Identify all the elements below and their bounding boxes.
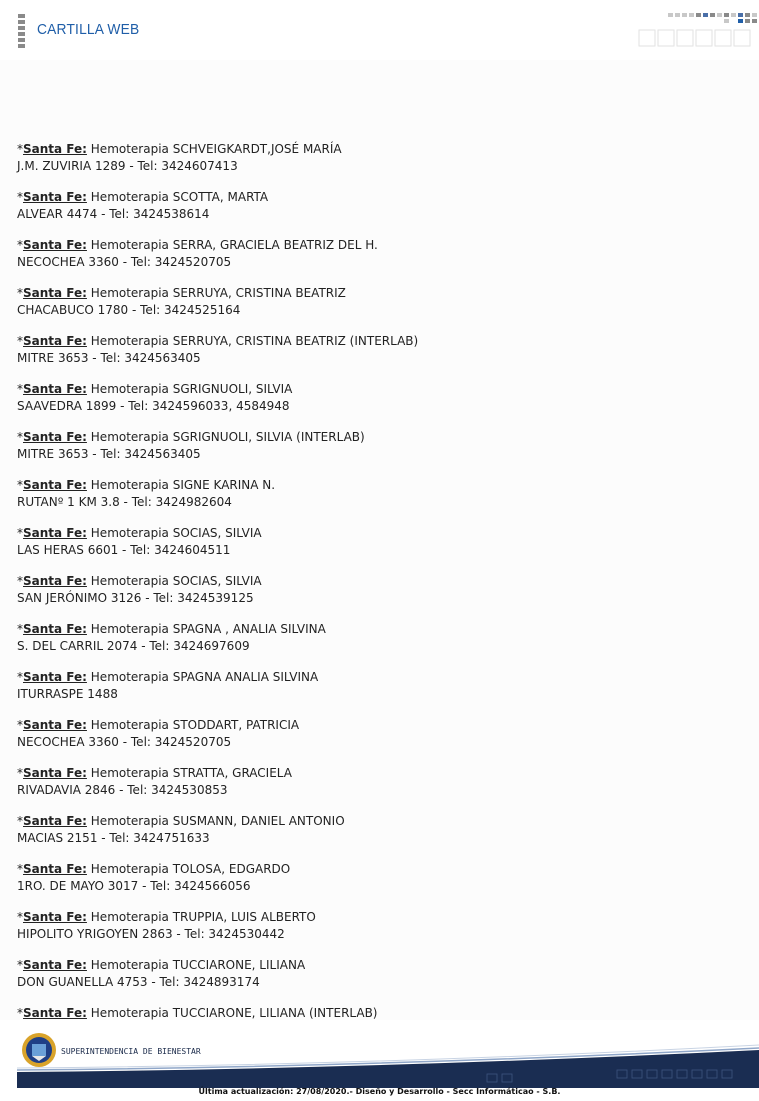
provider-name: Hemoterapia SERRUYA, CRISTINA BEATRIZ (INTERLAB)	[90, 334, 419, 348]
organization-name: SUPERINTENDENCIA DE BIENESTAR	[61, 1047, 201, 1056]
location-label: Santa Fe:	[23, 958, 87, 972]
provider-name: Hemoterapia SIGNE KARINA N.	[90, 478, 276, 492]
list-item: *Santa Fe: Hemoterapia SGRIGNUOLI, SILVIA (INTERLAB) MITRE 3653 - Tel: 3424563405	[17, 429, 737, 463]
provider-address: SAN JERÓNIMO 3126 - Tel: 3424539125	[17, 591, 254, 605]
list-item: *Santa Fe: Hemoterapia SOCIAS, SILVIA LAS HERAS 6601 - Tel: 3424604511	[17, 525, 737, 559]
location-label: Santa Fe:	[23, 478, 87, 492]
location-label: Santa Fe:	[23, 622, 87, 636]
provider-name: Hemoterapia TUCCIARONE, LILIANA (INTERLAB)	[90, 1006, 378, 1020]
provider-address: NECOCHEA 3360 - Tel: 3424520705	[17, 255, 232, 269]
provider-address: S. DEL CARRIL 2074 - Tel: 3424697609	[17, 639, 250, 653]
provider-address: HIPOLITO YRIGOYEN 2863 - Tel: 3424530442	[17, 927, 285, 941]
list-item: *Santa Fe: Hemoterapia STRATTA, GRACIELA RIVADAVIA 2846 - Tel: 3424530853	[17, 765, 737, 799]
location-label: Santa Fe:	[23, 1006, 87, 1020]
header-pattern-decoration	[638, 12, 758, 48]
list-item: *Santa Fe: Hemoterapia TOLOSA, EDGARDO 1RO. DE MAYO 3017 - Tel: 3424566056	[17, 861, 737, 895]
page-footer	[0, 1028, 759, 1101]
list-item: *Santa Fe: Hemoterapia SGRIGNUOLI, SILVIA SAAVEDRA 1899 - Tel: 3424596033, 4584948	[17, 381, 737, 415]
provider-address: MACIAS 2151 - Tel: 3424751633	[17, 831, 210, 845]
list-item: *Santa Fe: Hemoterapia SCHVEIGKARDT,JOSÉ MARÍA J.M. ZUVIRIA 1289 - Tel: 3424607413	[17, 141, 737, 175]
location-label: Santa Fe:	[23, 286, 87, 300]
location-label: Santa Fe:	[23, 862, 87, 876]
list-item: *Santa Fe: Hemoterapia SIGNE KARINA N. RUTANº 1 KM 3.8 - Tel: 3424982604	[17, 477, 737, 511]
provider-address: NECOCHEA 3360 - Tel: 3424520705	[17, 735, 232, 749]
provider-address: J.M. ZUVIRIA 1289 - Tel: 3424607413	[17, 159, 238, 173]
location-label: Santa Fe:	[23, 670, 87, 684]
provider-address: SAAVEDRA 1899 - Tel: 3424596033, 4584948	[17, 399, 290, 413]
page-title: CARTILLA WEB	[37, 21, 140, 38]
provider-name: Hemoterapia STODDART, PATRICIA	[90, 718, 300, 732]
location-label: Santa Fe:	[23, 190, 87, 204]
provider-name: Hemoterapia TOLOSA, EDGARDO	[90, 862, 291, 876]
location-label: Santa Fe:	[23, 334, 87, 348]
provider-name: Hemoterapia STRATTA, GRACIELA	[90, 766, 292, 780]
list-item: *Santa Fe: Hemoterapia TRUPPIA, LUIS ALBERTO HIPOLITO YRIGOYEN 2863 - Tel: 3424530442	[17, 909, 737, 943]
provider-name: Hemoterapia SUSMANN, DANIEL ANTONIO	[90, 814, 345, 828]
list-item: *Santa Fe: Hemoterapia SERRUYA, CRISTINA BEATRIZ CHACABUCO 1780 - Tel: 3424525164	[17, 285, 737, 319]
list-item: *Santa Fe: Hemoterapia TUCCIARONE, LILIANA (INTERLAB)	[17, 1006, 378, 1020]
list-item: *Santa Fe: Hemoterapia SERRA, GRACIELA BEATRIZ DEL H. NECOCHEA 3360 - Tel: 3424520705	[17, 237, 737, 271]
location-label: Santa Fe:	[23, 142, 87, 156]
provider-address: MITRE 3653 - Tel: 3424563405	[17, 351, 201, 365]
list-item: *Santa Fe: Hemoterapia SPAGNA ANALIA SILVINA ITURRASPE 1488	[17, 669, 737, 703]
provider-address: LAS HERAS 6601 - Tel: 3424604511	[17, 543, 231, 557]
provider-address: ALVEAR 4474 - Tel: 3424538614	[17, 207, 210, 221]
provider-address: 1RO. DE MAYO 3017 - Tel: 3424566056	[17, 879, 251, 893]
provider-name: Hemoterapia SERRA, GRACIELA BEATRIZ DEL H.	[90, 238, 378, 252]
provider-address: MITRE 3653 - Tel: 3424563405	[17, 447, 201, 461]
list-item: *Santa Fe: Hemoterapia SCOTTA, MARTA ALVEAR 4474 - Tel: 3424538614	[17, 189, 737, 223]
provider-name: Hemoterapia SPAGNA ANALIA SILVINA	[90, 670, 319, 684]
location-label: Santa Fe:	[23, 382, 87, 396]
provider-address: DON GUANELLA 4753 - Tel: 3424893174	[17, 975, 260, 989]
list-item: *Santa Fe: Hemoterapia TUCCIARONE, LILIANA DON GUANELLA 4753 - Tel: 3424893174	[17, 957, 737, 991]
provider-name: Hemoterapia SCHVEIGKARDT,JOSÉ MARÍA	[90, 142, 342, 156]
list-item: *Santa Fe: Hemoterapia SERRUYA, CRISTINA BEATRIZ (INTERLAB) MITRE 3653 - Tel: 3424563405	[17, 333, 737, 367]
provider-name: Hemoterapia TRUPPIA, LUIS ALBERTO	[90, 910, 316, 924]
provider-name: Hemoterapia SGRIGNUOLI, SILVIA (INTERLAB)	[90, 430, 365, 444]
list-item: *Santa Fe: Hemoterapia SUSMANN, DANIEL ANTONIO MACIAS 2151 - Tel: 3424751633	[17, 813, 737, 847]
page-header	[0, 0, 759, 60]
location-label: Santa Fe:	[23, 430, 87, 444]
provider-name: Hemoterapia SERRUYA, CRISTINA BEATRIZ	[90, 286, 346, 300]
location-label: Santa Fe:	[23, 910, 87, 924]
location-label: Santa Fe:	[23, 718, 87, 732]
provider-name: Hemoterapia SCOTTA, MARTA	[90, 190, 269, 204]
provider-address: CHACABUCO 1780 - Tel: 3424525164	[17, 303, 241, 317]
provider-address: ITURRASPE 1488	[17, 687, 118, 701]
last-updated-note: Última actualización: 27/08/2020.- Diseño y Desarrollo - Secc Informáticao - S.B.	[198, 1087, 561, 1096]
provider-address: RIVADAVIA 2846 - Tel: 3424530853	[17, 783, 228, 797]
list-item: *Santa Fe: Hemoterapia SPAGNA , ANALIA SILVINA S. DEL CARRIL 2074 - Tel: 3424697609	[17, 621, 737, 655]
provider-name: Hemoterapia SOCIAS, SILVIA	[90, 574, 262, 588]
provider-list	[17, 141, 737, 1036]
provider-name: Hemoterapia SGRIGNUOLI, SILVIA	[90, 382, 293, 396]
provider-name: Hemoterapia TUCCIARONE, LILIANA	[90, 958, 306, 972]
provider-name: Hemoterapia SPAGNA , ANALIA SILVINA	[90, 622, 326, 636]
location-label: Santa Fe:	[23, 238, 87, 252]
list-item: *Santa Fe: Hemoterapia SOCIAS, SILVIA SAN JERÓNIMO 3126 - Tel: 3424539125	[17, 573, 737, 607]
location-label: Santa Fe:	[23, 766, 87, 780]
location-label: Santa Fe:	[23, 574, 87, 588]
institution-seal	[21, 1032, 57, 1068]
location-label: Santa Fe:	[23, 814, 87, 828]
provider-address: RUTANº 1 KM 3.8 - Tel: 3424982604	[17, 495, 232, 509]
list-item: *Santa Fe: Hemoterapia STODDART, PATRICIA NECOCHEA 3360 - Tel: 3424520705	[17, 717, 737, 751]
location-label: Santa Fe:	[23, 526, 87, 540]
header-mark	[18, 14, 25, 47]
provider-name: Hemoterapia SOCIAS, SILVIA	[90, 526, 262, 540]
